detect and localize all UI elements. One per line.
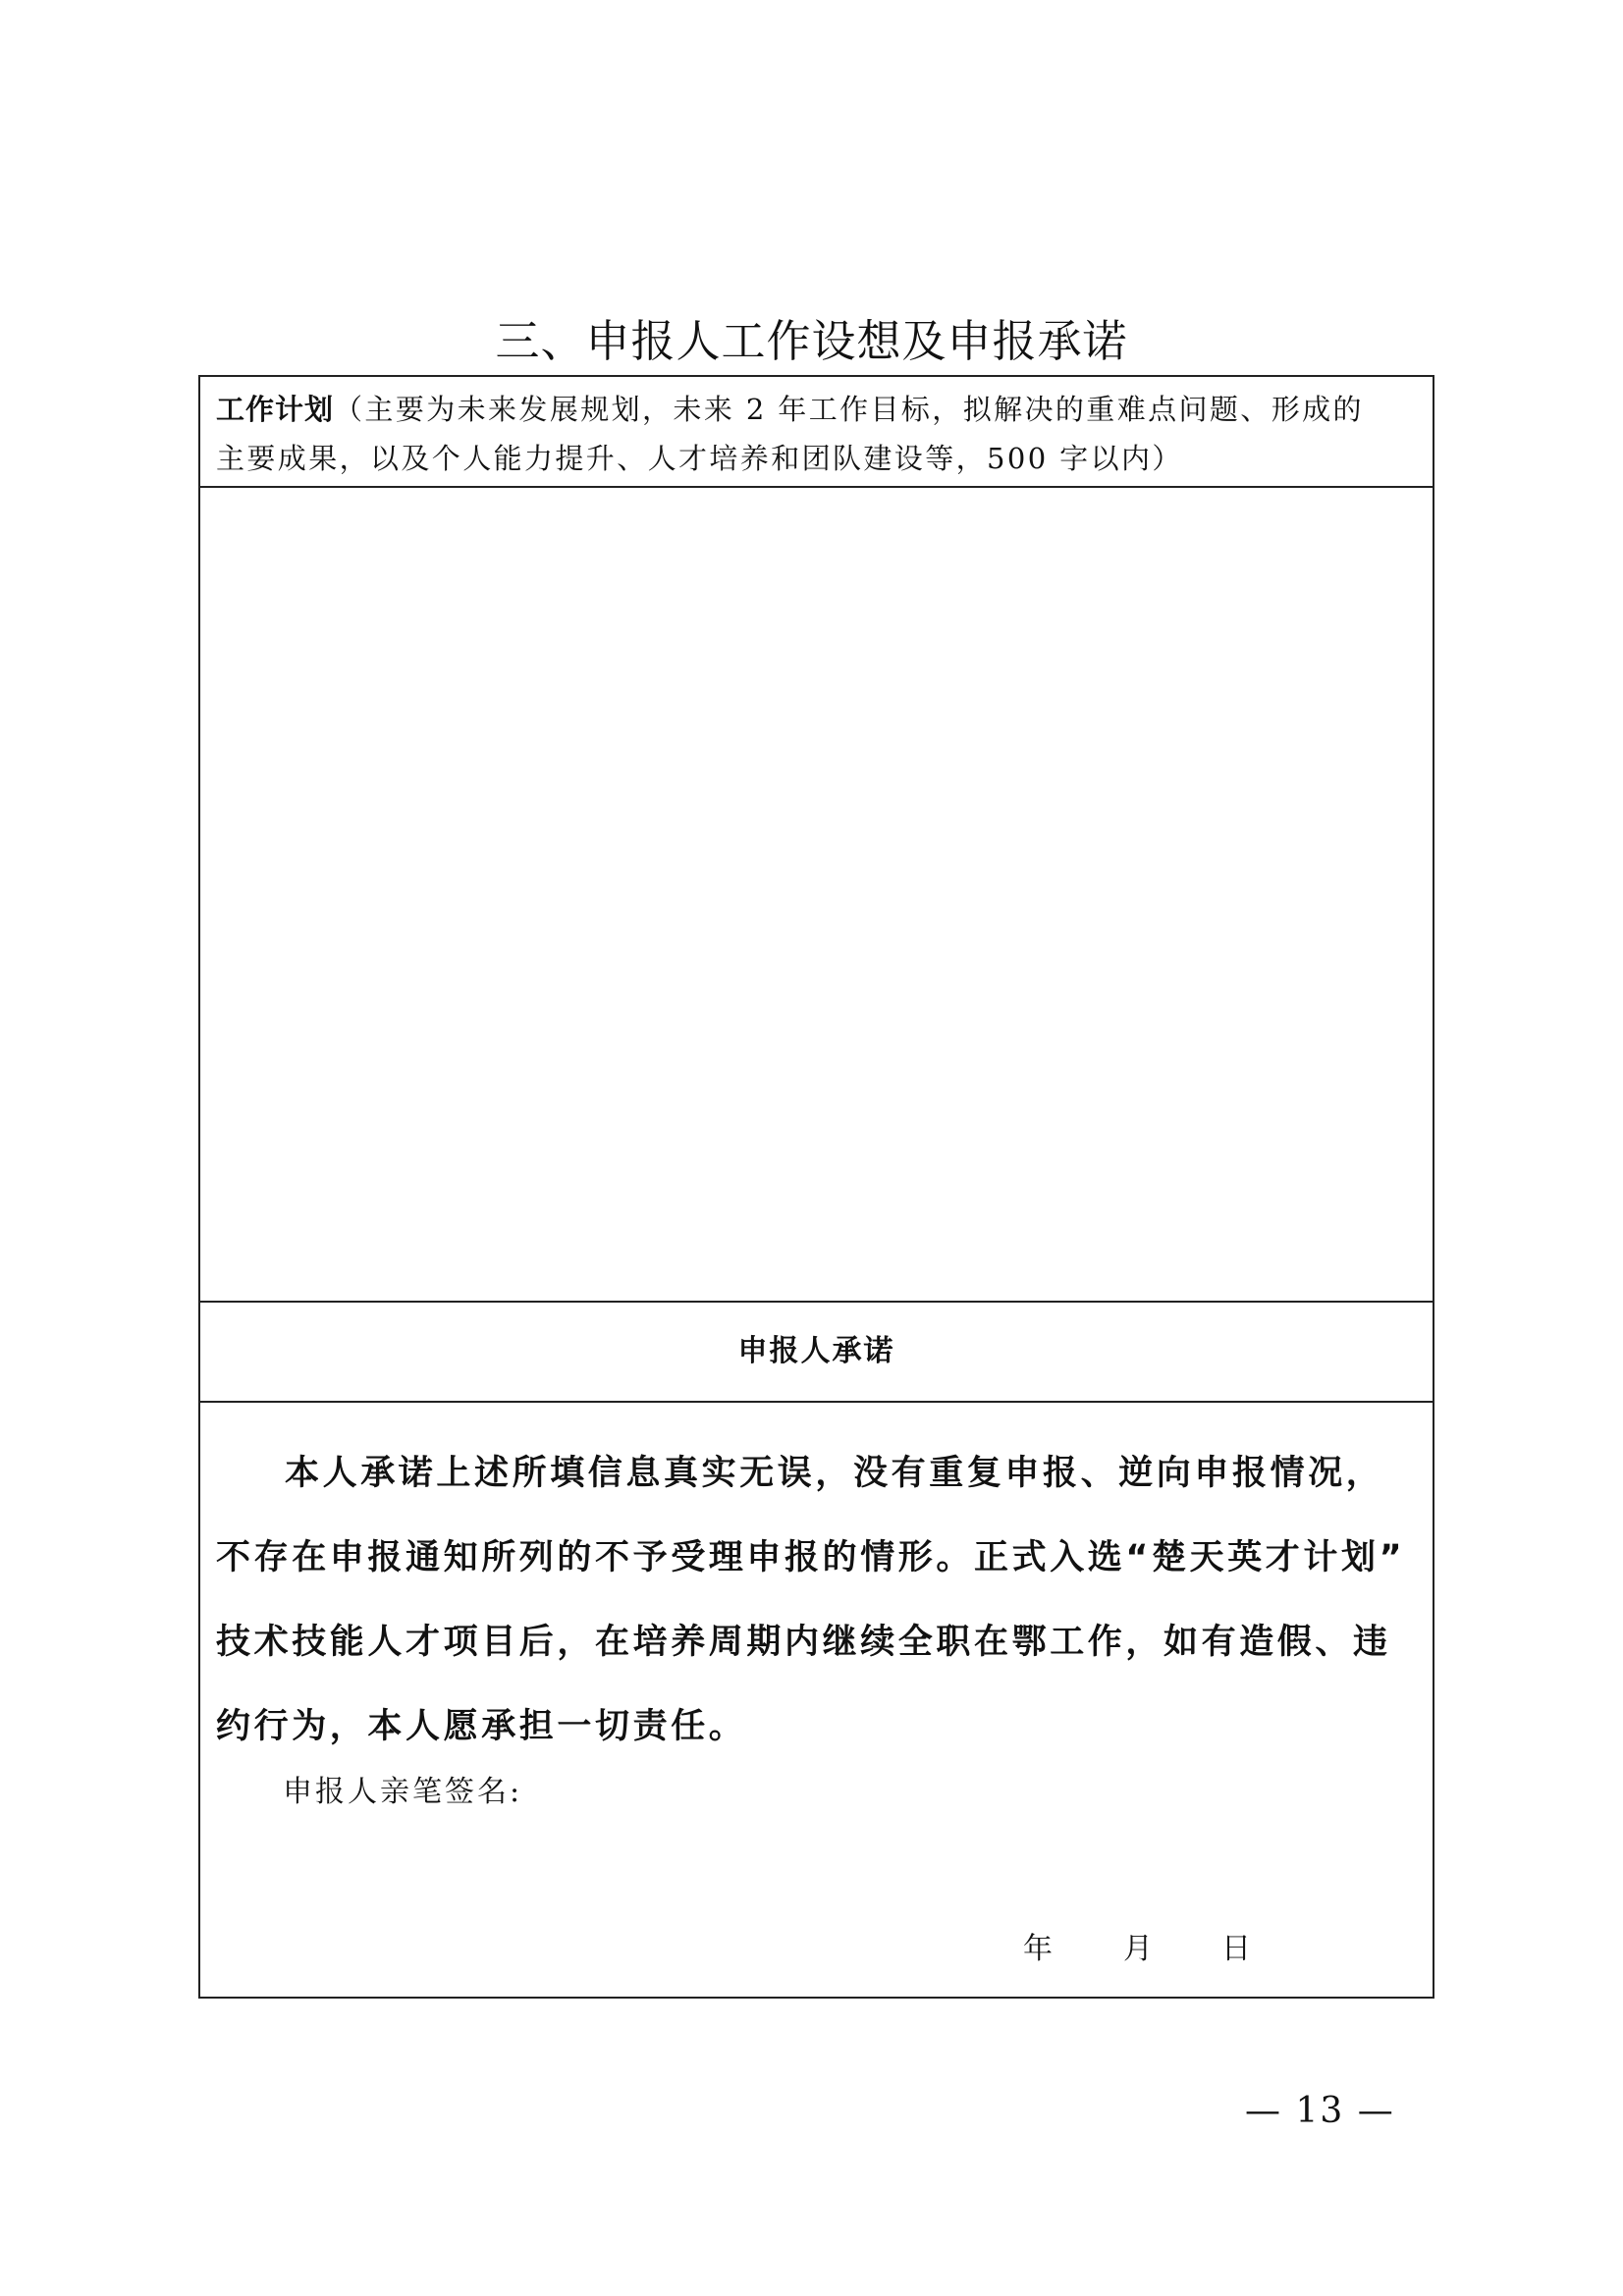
work-plan-label: 工作计划 bbox=[216, 393, 335, 426]
work-plan-header bbox=[216, 385, 1419, 483]
signature-date-field bbox=[1023, 1928, 1251, 1971]
work-plan-instructions-line-2: 主要成果，以及个人能力提升、人才培养和团队建设等，500 字以内） bbox=[216, 442, 1183, 475]
pledge-heading: 申报人承诺 bbox=[737, 1334, 895, 1368]
work-plan-entry-area[interactable] bbox=[200, 488, 1433, 1301]
work-plan-header-line-1 bbox=[216, 385, 1419, 434]
signature-field-label: 申报人亲笔签名: bbox=[283, 1775, 523, 1809]
application-form-table bbox=[198, 375, 1434, 1999]
work-plan-instructions-line-1: （主要为未来发展规划，未来 2 年工作目标，拟解决的重难点问题、形成的 bbox=[334, 393, 1364, 426]
pledge-statement-line: 不存在申报通知所列的不予受理申报的情形。正式入选“楚天英才计划” bbox=[216, 1538, 1406, 1577]
date-day-label: 日 bbox=[1221, 1932, 1251, 1966]
pledge-statement-line: 本人承诺上述所填信息真实无误，没有重复申报、逆向申报情况， bbox=[285, 1454, 1384, 1493]
pledge-statement-line: 约行为，本人愿承担一切责任。 bbox=[216, 1707, 747, 1746]
page-number: — 13 — bbox=[1245, 2091, 1395, 2131]
page-title: 三、申报人工作设想及申报承诺 bbox=[495, 315, 1128, 367]
table-divider bbox=[200, 1401, 1433, 1403]
pledge-statement bbox=[216, 1442, 1422, 1780]
date-month-label: 月 bbox=[1123, 1932, 1153, 1966]
pledge-statement-line: 技术技能人才项目后，在培养周期内继续全职在鄂工作，如有造假、违 bbox=[216, 1623, 1391, 1662]
date-year-label: 年 bbox=[1023, 1932, 1053, 1966]
